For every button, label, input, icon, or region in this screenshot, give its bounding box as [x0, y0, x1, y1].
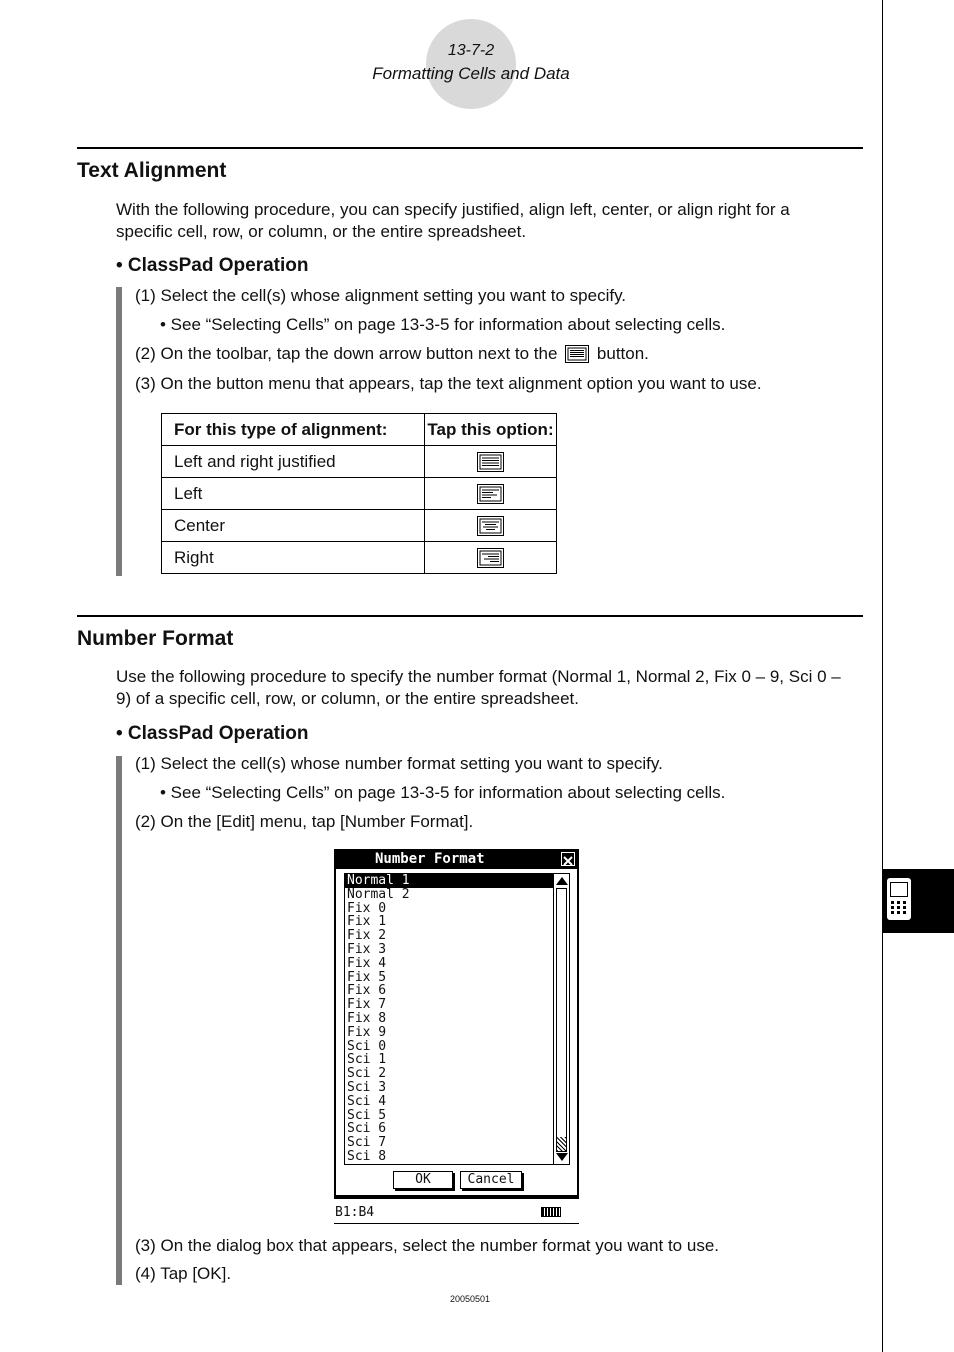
list-item[interactable]: Sci 8 — [347, 1148, 387, 1164]
list-item[interactable]: Sci 4 — [347, 1093, 387, 1109]
step-2 — [135, 344, 649, 364]
status-cell-range: B1:B4 — [335, 1205, 375, 1220]
list-item[interactable]: Fix 5 — [347, 969, 387, 985]
status-bar — [334, 1197, 579, 1224]
calculator-icon — [883, 869, 954, 933]
list-item[interactable]: Sci 3 — [347, 1079, 387, 1095]
align-justify-icon[interactable] — [477, 452, 504, 472]
scrollbar-track[interactable] — [556, 888, 567, 1152]
section-rule — [77, 147, 863, 149]
table-row — [162, 446, 557, 478]
table-header-row — [162, 414, 557, 446]
page-edge-rule — [882, 0, 883, 1352]
scroll-up-arrow-icon[interactable] — [556, 877, 568, 885]
footer-code: 20050501 — [449, 1294, 491, 1304]
operation-heading: • ClassPad Operation — [116, 723, 309, 744]
list-item[interactable]: Fix 8 — [347, 1010, 387, 1026]
dialog-body — [334, 869, 579, 1197]
scrollbar[interactable] — [553, 874, 569, 1164]
page-number: 13-7-2 — [447, 42, 495, 59]
number-format-intro: Use the following procedure to specify the number format (Normal 1, Normal 2, Fix 0 – 9, Sci 0 – 9) of a specific cell, row, or column, or the entire spreadsheet. — [116, 667, 841, 708]
text-alignment-intro: With the following procedure, you can specify justified, align left, center, or align right for a specific cell, row, or column, or the entire spreadsheet. — [116, 200, 790, 241]
list-item[interactable]: Sci 2 — [347, 1066, 387, 1082]
nf-step-1: (1) Select the cell(s) whose number format setting you want to specify. — [135, 754, 663, 773]
align-right-icon[interactable] — [477, 548, 504, 568]
list-item[interactable]: Sci 5 — [347, 1107, 387, 1123]
step-3: (3) On the button menu that appears, tap the text alignment option you want to use. — [135, 374, 762, 393]
list-item[interactable]: Sci 1 — [347, 1052, 387, 1068]
align-center-icon[interactable] — [477, 516, 504, 536]
scroll-down-arrow-icon[interactable] — [556, 1153, 568, 1161]
table-header: For this type of alignment: — [162, 414, 425, 446]
list-item[interactable]: Fix 7 — [347, 997, 387, 1013]
step-2-text: (2) On the toolbar, tap the down arrow button next to the — [135, 344, 558, 363]
battery-icon — [541, 1207, 561, 1217]
list-item[interactable]: Fix 2 — [347, 928, 387, 944]
operation-heading: • ClassPad Operation — [116, 255, 309, 276]
procedure-bar — [116, 287, 122, 576]
step-1: (1) Select the cell(s) whose alignment setting you want to specify. — [135, 286, 627, 305]
chapter-title: Formatting Cells and Data — [372, 64, 570, 83]
section-rule — [77, 615, 863, 617]
nf-step-1-note: • See “Selecting Cells” on page 13-3-5 for information about selecting cells. — [160, 783, 726, 802]
align-justify-icon — [565, 345, 589, 363]
alignment-label: Left and right justified — [162, 446, 425, 478]
alignment-table — [161, 413, 557, 574]
nf-step-4: (4) Tap [OK]. — [135, 1264, 232, 1283]
step-2-text-end: button. — [596, 344, 649, 363]
chapter-tab — [883, 869, 954, 933]
procedure-bar — [116, 756, 122, 1285]
table-row — [162, 510, 557, 542]
format-list-items — [345, 874, 553, 1164]
close-icon[interactable] — [561, 852, 575, 866]
ok-button[interactable]: OK — [393, 1171, 453, 1189]
alignment-label: Center — [162, 510, 425, 542]
list-item[interactable]: Fix 1 — [347, 914, 387, 930]
table-header: Tap this option: — [425, 414, 557, 446]
format-list[interactable] — [344, 873, 570, 1165]
number-format-heading: Number Format — [77, 627, 234, 650]
list-item[interactable]: Normal 2 — [347, 886, 410, 902]
nf-step-2: (2) On the [Edit] menu, tap [Number Format]. — [135, 812, 474, 831]
dialog-title: Number Format — [375, 851, 485, 867]
align-left-icon[interactable] — [477, 484, 504, 504]
nf-step-3: (3) On the dialog box that appears, select the number format you want to use. — [135, 1236, 719, 1255]
scrollbar-thumb[interactable] — [557, 1137, 566, 1151]
step-1-note: • See “Selecting Cells” on page 13-3-5 for information about selecting cells. — [160, 315, 726, 334]
text-alignment-heading: Text Alignment — [77, 159, 227, 182]
table-row — [162, 542, 557, 574]
list-item[interactable]: Fix 9 — [347, 1024, 387, 1040]
list-item[interactable]: Fix 6 — [347, 983, 387, 999]
list-item[interactable]: Sci 0 — [347, 1038, 387, 1054]
list-item[interactable]: Sci 7 — [347, 1135, 387, 1151]
cancel-button[interactable]: Cancel — [460, 1171, 522, 1189]
alignment-label: Right — [162, 542, 425, 574]
alignment-label: Left — [162, 478, 425, 510]
dialog-title-bar — [334, 849, 579, 869]
list-item[interactable]: Sci 6 — [347, 1121, 387, 1137]
table-row — [162, 478, 557, 510]
list-item[interactable]: Fix 3 — [347, 941, 387, 957]
list-item-selected[interactable]: Normal 1 — [345, 874, 553, 888]
list-item[interactable]: Fix 0 — [347, 900, 387, 916]
list-item[interactable]: Fix 4 — [347, 955, 387, 971]
number-format-dialog — [334, 849, 579, 1222]
